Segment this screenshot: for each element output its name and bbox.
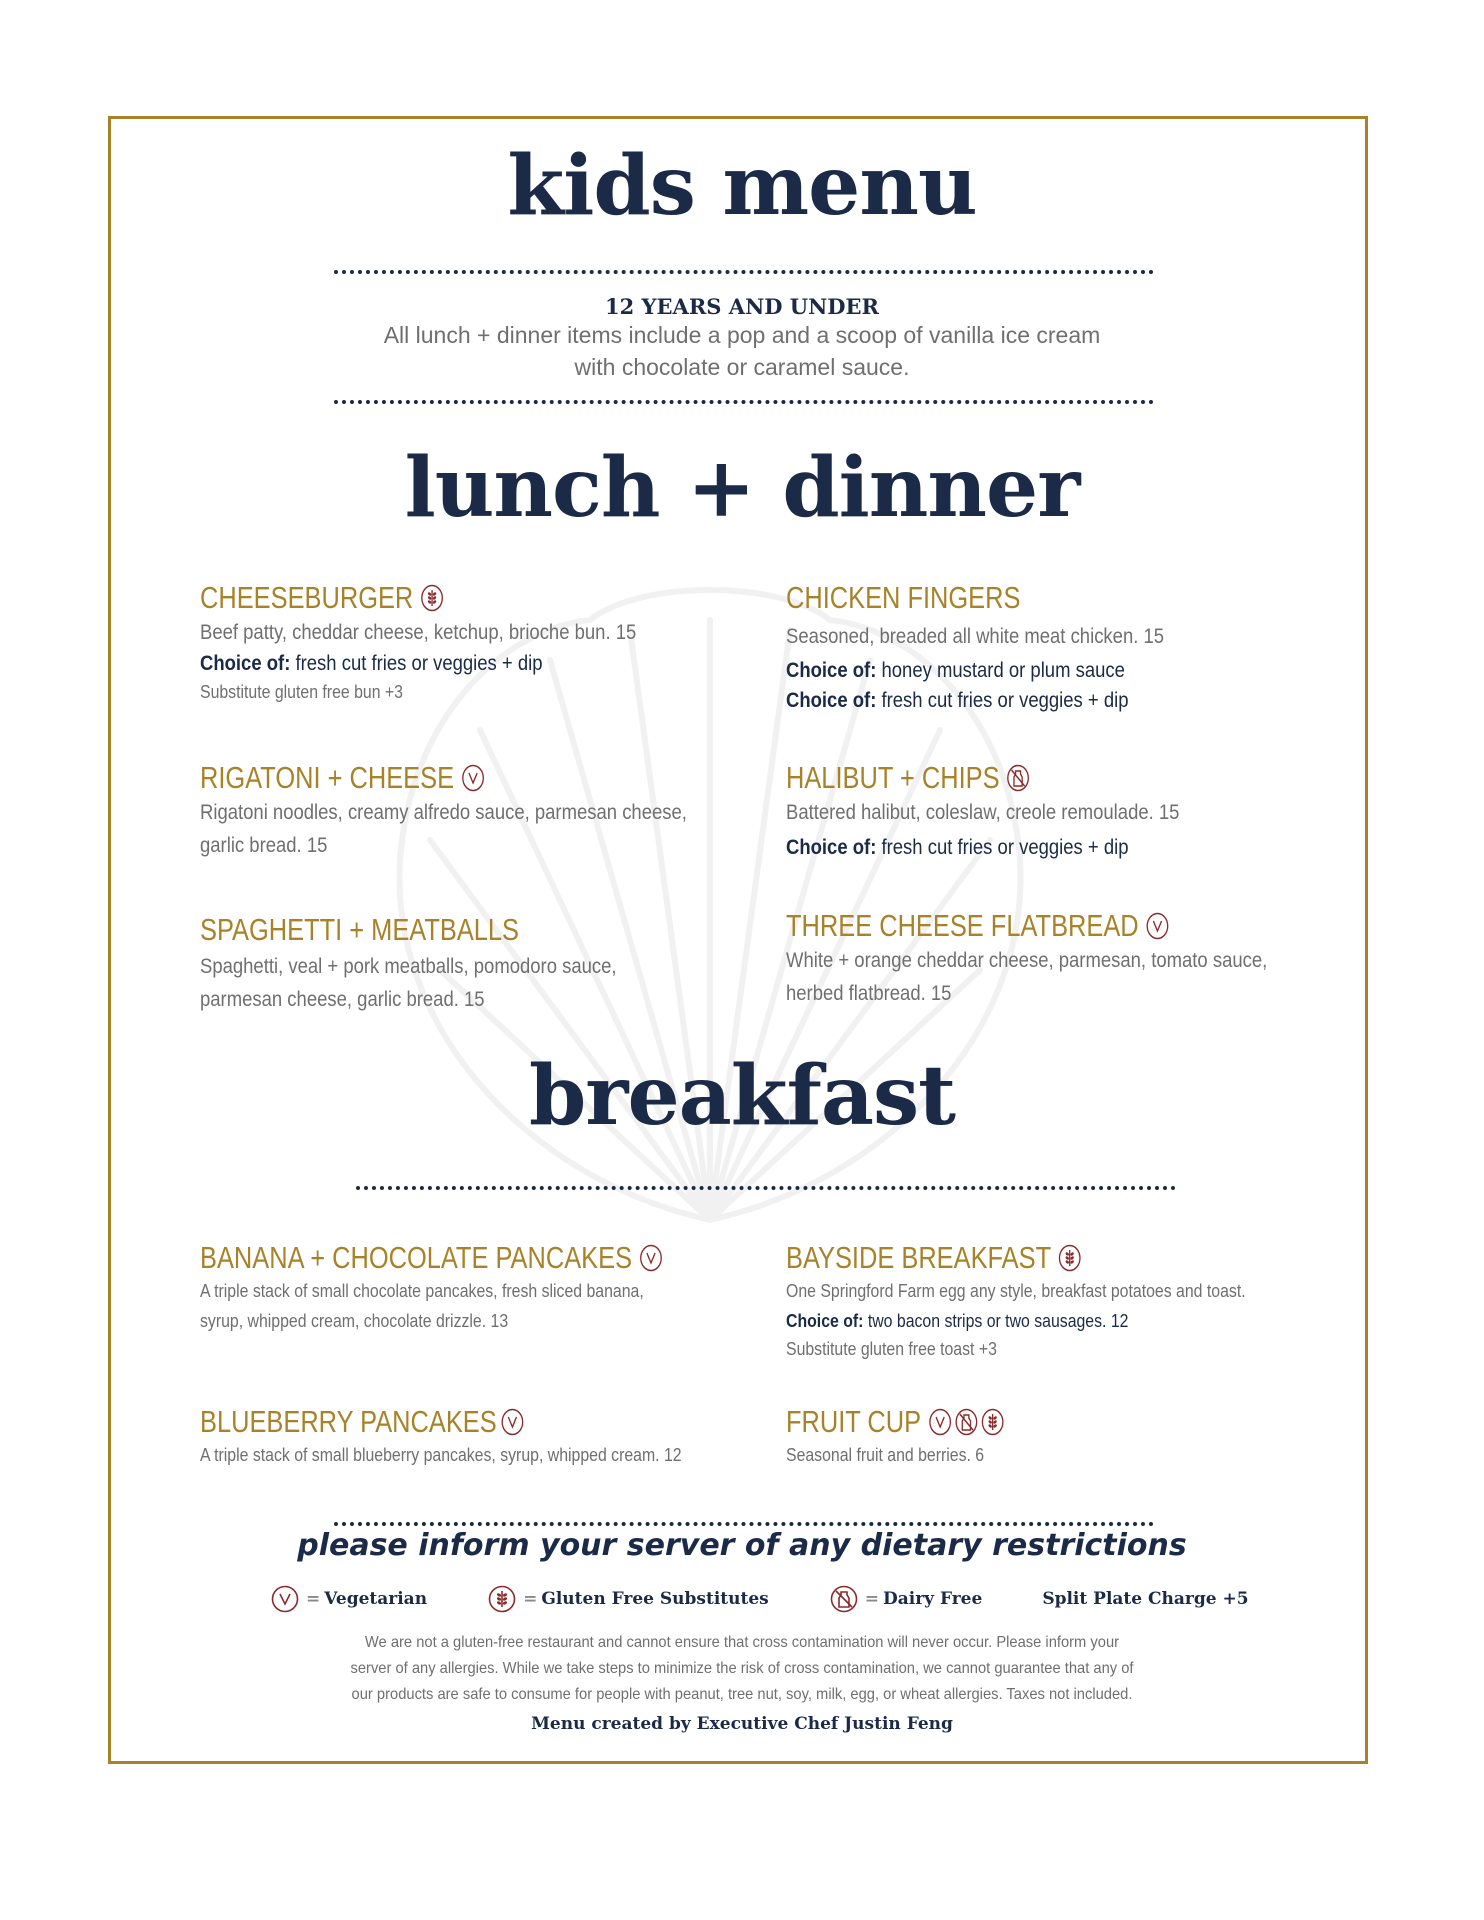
choice-label: Choice of:: [786, 659, 877, 682]
divider: [334, 270, 1154, 274]
dairy-free-icon: [829, 1584, 859, 1614]
item-name: SPAGHETTI + MEATBALLS: [200, 912, 520, 947]
allergy-disclaimer: [0, 1630, 1484, 1708]
item-name: THREE CHEESE FLATBREAD: [786, 908, 1139, 943]
divider: [356, 1186, 1176, 1190]
menu-item-banana-pancakes: [200, 1240, 767, 1336]
choice-text: honey mustard or plum sauce: [876, 659, 1125, 682]
choice-label: Choice of:: [786, 1311, 864, 1331]
legend-label: Vegetarian: [324, 1589, 428, 1609]
menu-item-fruit-cup: [786, 1404, 1055, 1470]
disclaimer-line: server of any allergies. While we take steps to minimize the risk of cross contamination, we cannot guarantee that any of: [350, 1660, 1134, 1677]
item-choice: [786, 1306, 1246, 1336]
disclaimer-line: our products are safe to consume for people with peanut, tree nut, soy, milk, egg, or wheat allergies. Taxes not included.: [351, 1686, 1133, 1703]
disclaimer-line: We are not a gluten-free restaurant and cannot ensure that cross contamination will never occur. Please inform your: [364, 1634, 1120, 1651]
section-title-text: lunch + dinner: [404, 440, 1080, 536]
item-name: BANANA + CHOCOLATE PANCAKES: [200, 1240, 633, 1275]
item-name: BLUEBERRY PANCAKES: [200, 1404, 497, 1439]
item-name: CHICKEN FINGERS: [786, 580, 1021, 615]
chef-credit: Menu created by Executive Chef Justin Feng: [531, 1714, 953, 1734]
item-name: FRUIT CUP: [786, 1404, 922, 1439]
legend-eq: =: [306, 1589, 321, 1609]
item-description: A triple stack of small blueberry pancakes, syrup, whipped cream. 12: [200, 1445, 682, 1465]
dairy-free-icon: [954, 1407, 979, 1437]
gluten-free-icon: [420, 583, 445, 613]
vegetarian-icon: [1145, 911, 1170, 941]
item-description: Spaghetti, veal + pork meatballs, pomodoro sauce,: [200, 955, 617, 978]
choice-label: Choice of:: [786, 836, 877, 859]
legend-label: Dairy Free: [882, 1589, 983, 1609]
choice-text: fresh cut fries or veggies + dip: [290, 652, 543, 675]
item-name: HALIBUT + CHIPS: [786, 760, 1000, 795]
menu-item-chicken-fingers: [786, 580, 1216, 716]
item-description: Beef patty, cheddar cheese, ketchup, brioche bun. 15: [200, 621, 637, 644]
item-description: parmesan cheese, garlic bread. 15: [200, 988, 485, 1011]
intro-line-2: with chocolate or caramel sauce.: [574, 354, 910, 380]
item-name: RIGATONI + CHEESE: [200, 760, 455, 795]
item-choice: [786, 686, 1164, 716]
menu-item-bayside-breakfast: [786, 1240, 1308, 1362]
item-substitute: Substitute gluten free bun +3: [200, 682, 403, 702]
legend-gluten-free: [487, 1584, 769, 1614]
menu-item-cheeseburger: [200, 580, 696, 705]
legend-eq: =: [864, 1589, 879, 1609]
dietary-notice: please inform your server of any dietary restrictions: [297, 1528, 1187, 1563]
menu-item-spaghetti: [200, 912, 673, 1016]
divider: [334, 1522, 1154, 1526]
vegetarian-icon: [461, 763, 486, 793]
menu-item-blueberry-pancakes: [200, 1404, 747, 1470]
legend-eq: =: [523, 1589, 538, 1609]
item-description: Rigatoni noodles, creamy alfredo sauce, parmesan cheese,: [200, 801, 687, 824]
dairy-free-icon: [1006, 763, 1031, 793]
menu-item-halibut: [786, 760, 1233, 863]
item-description: herbed flatbread. 15: [786, 982, 952, 1005]
vegetarian-icon: [500, 1407, 525, 1437]
choice-label: Choice of:: [200, 652, 291, 675]
item-description: Battered halibut, coleslaw, creole remoulade. 15: [786, 801, 1180, 824]
item-substitute: Substitute gluten free toast +3: [786, 1339, 997, 1359]
lunch-dinner-title: [0, 440, 1484, 536]
legend-vegetarian: [270, 1584, 427, 1614]
item-choice: [786, 833, 1179, 863]
age-note: 12 YEARS AND UNDER: [605, 294, 879, 319]
legend-label: Split Plate Charge +5: [1042, 1589, 1249, 1609]
vegetarian-icon: [928, 1407, 953, 1437]
item-description: garlic bread. 15: [200, 834, 328, 857]
item-description: One Springford Farm egg any style, breakfast potatoes and toast.: [786, 1281, 1246, 1301]
menu-title: kids menu: [507, 138, 977, 234]
item-choice: [200, 649, 636, 679]
divider: [334, 400, 1154, 404]
item-description: syrup, whipped cream, chocolate drizzle. 13: [200, 1311, 509, 1331]
breakfast-title: breakfast: [528, 1048, 956, 1144]
choice-label: Choice of:: [786, 689, 877, 712]
menu-item-flatbread: [786, 908, 1333, 1010]
legend-label: Gluten Free Substitutes: [541, 1589, 769, 1609]
item-description: Seasoned, breaded all white meat chicken. 15: [786, 625, 1165, 648]
vegetarian-icon: [270, 1584, 300, 1614]
icon-legend: [270, 1584, 1249, 1614]
choice-text: fresh cut fries or veggies + dip: [876, 689, 1129, 712]
legend-dairy-free: [829, 1584, 983, 1614]
item-description: White + orange cheddar cheese, parmesan, tomato sauce,: [786, 949, 1268, 972]
item-name: CHEESEBURGER: [200, 580, 414, 615]
legend-split-plate: [1042, 1589, 1248, 1609]
intro-line-1: All lunch + dinner items include a pop and a scoop of vanilla ice cream: [383, 322, 1101, 348]
gluten-free-icon: [487, 1584, 517, 1614]
menu-item-rigatoni: [200, 760, 753, 862]
vegetarian-icon: [639, 1243, 664, 1273]
item-description: Seasonal fruit and berries. 6: [786, 1445, 985, 1465]
choice-text: fresh cut fries or veggies + dip: [876, 836, 1129, 859]
item-description: A triple stack of small chocolate pancakes, fresh sliced banana,: [200, 1281, 644, 1301]
gluten-free-icon: [980, 1407, 1005, 1437]
gluten-free-icon: [1058, 1243, 1083, 1273]
item-name: BAYSIDE BREAKFAST: [786, 1240, 1052, 1275]
choice-text: two bacon strips or two sausages. 12: [863, 1311, 1129, 1331]
item-choice: [786, 656, 1164, 686]
